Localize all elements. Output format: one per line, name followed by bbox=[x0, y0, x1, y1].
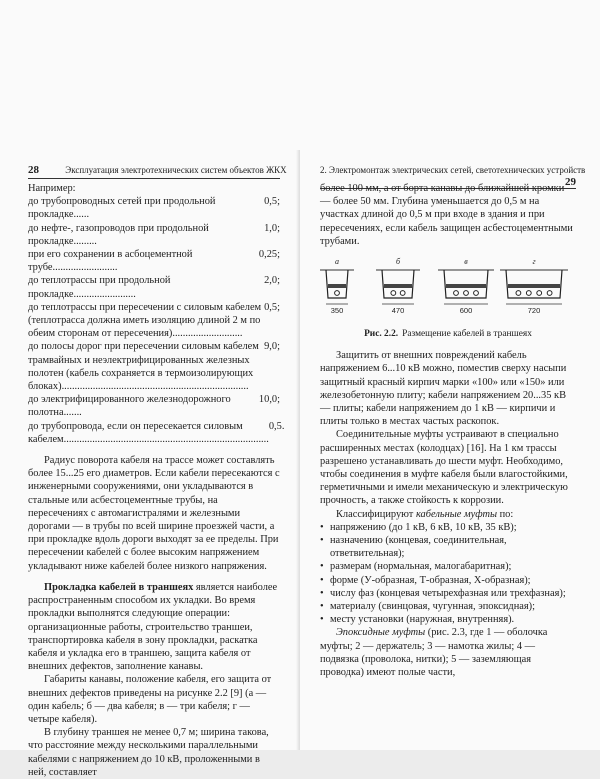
protective-slab bbox=[328, 284, 346, 288]
cable-mark bbox=[474, 291, 479, 296]
paragraph: Эпоксидные муфты (рис. 2.3, где 1 — оболочка муфты; 2 — держатель; 3 — намотка жилы; 4 — подвязка (проволока, нитки); 5 — заземляющая проводка) имеют полые части, bbox=[320, 627, 548, 679]
figure-caption: Рис. 2.2. Размещение кабелей в траншеях bbox=[364, 329, 532, 340]
distance-list bbox=[28, 195, 285, 446]
bold-term: Прокладка кабелей в траншеях bbox=[44, 581, 194, 593]
right-page bbox=[300, 0, 600, 750]
bullet-item: • числу фаз (концевая четырехфазная или трехфазная); bbox=[320, 587, 566, 599]
distance-item: до полосы дорог при пересечении силовым кабелем трамвайных и неэлектрифицированных железных полотен (кабель сохраняется в термоизолирующих блоках)........................................................................ 9,0; bbox=[28, 341, 280, 393]
header-rule bbox=[28, 178, 280, 179]
bullet-list bbox=[320, 521, 576, 627]
left-page bbox=[0, 0, 300, 778]
cable-mark bbox=[464, 291, 469, 296]
trench-label: в bbox=[464, 257, 468, 267]
distance-item: до трубопровода, если он пересекается силовым кабелем............................................................................... 0,5. bbox=[28, 420, 285, 445]
distance-item: до трубопроводных сетей при продольной прокладке...... 0,5; bbox=[28, 196, 280, 221]
cable-mark bbox=[335, 291, 340, 296]
cable-mark bbox=[516, 291, 521, 296]
left-page-body bbox=[28, 182, 285, 779]
paragraph: В глубину траншея не менее 0,7 м; ширина такова, что расстояние между несколькими параллельными кабелями с напряжением до 10 кВ, проложенными в ней, составляет bbox=[28, 727, 269, 778]
paragraph: Прокладка кабелей в траншеях является наиболее распространенным способом их укладки. Во время прокладки выполнятся следующие операции: организационные работы, строительство траншеи, транспортировка кабеля в зону прокладки, раскатка кабеля и укладка его в траншею, защита кабеля от внешних дефектов, заполнение канавы. bbox=[28, 581, 278, 673]
bullet-item: • размерам (нормальная, малогабаритная); bbox=[320, 561, 512, 573]
paragraph: более 100 мм, а от борта канавы до ближайшей кромки — более 50 мм. Глубина уменьшается до 0,5 м на участках длиной до 0,5 м при входе в здания и при пересечениях, если кабель защищен асбестоцементными трубами. bbox=[320, 183, 573, 247]
cable-mark bbox=[400, 291, 405, 296]
distance-item: при его сохранении в асбоцементной трубе......................... 0,25; bbox=[28, 249, 280, 274]
paragraph: Габариты канавы, положение кабеля, его защита от внешних дефектов приведены на рисунке 2.2 [9] (а — один кабель; б — два кабеля; в — три кабеля; г — четыре кабеля). bbox=[28, 674, 272, 725]
cable-mark bbox=[454, 291, 459, 296]
distance-item: до теплотрассы при продольной прокладке........................ 2,0; bbox=[28, 275, 280, 300]
bullet-item: • месту установки (наружная, внутренняя). bbox=[320, 614, 515, 626]
protective-slab bbox=[508, 284, 560, 288]
bullet-item: • назначению (концевая, соединительная, ответвительная); bbox=[320, 535, 507, 560]
cable-mark bbox=[526, 291, 531, 296]
distance-item: до электрифицированного железнодорожного полотна....... 10,0; bbox=[28, 394, 280, 419]
trench-figure bbox=[320, 256, 576, 322]
trench-label: б bbox=[395, 257, 401, 267]
protective-slab bbox=[384, 284, 412, 288]
bullet-item: • напряжению (до 1 кВ, 6 кВ, 10 кВ, 35 кВ); bbox=[320, 521, 517, 533]
trench-width-label: 720 bbox=[527, 306, 541, 316]
distance-item: до нефте-, газопроводов при продольной прокладке......... 1,0; bbox=[28, 222, 280, 247]
bullet-item: • форме (У-образная, Т-образная, Х-образная); bbox=[320, 574, 531, 586]
page-number: 28 bbox=[28, 164, 39, 176]
paragraph: Защитить от внешних повреждений кабель напряжением 6...10 кВ можно, поместив сверху насыпи защитный красный кирпич марки «100» или «150» или железобетонную плиту; кабели напряжением 20...35 кВ — плиты; кабели напряжением до 1 кВ — кирпичи и плиты только в местах частых раскопок. bbox=[320, 350, 567, 428]
distance-item: до теплотрассы при пересечении с силовым кабелем (теплотрасса должна иметь изоляцию длиной 2 м по обеим сторонам от пересечения)........................... 0,5; bbox=[28, 301, 280, 340]
left-page-header bbox=[28, 164, 287, 179]
running-head: Эксплуатация электротехнических систем объектов ЖКХ bbox=[65, 165, 287, 175]
paragraph: Радиус поворота кабеля на трассе может составлять более 15...25 его диаметров. Если кабели пересекаются с инженерными сооружениями, они укладываются в стальные или асбестоцементные трубы, на пересечениях с автомагистралями и железными дорогами — в трубы по всей ширине проезжей части, а при прокладке вдоль дороги выходят за ее пределы. При пересечении кабелей с более высоким напряжением укладывают ниже кабелей более низкого напряжения. bbox=[28, 455, 280, 572]
cable-mark bbox=[547, 291, 552, 296]
trench-diagram bbox=[320, 256, 576, 318]
page-number: 29 bbox=[565, 176, 576, 188]
trench-width-label: 470 bbox=[391, 306, 405, 316]
right-page-body bbox=[320, 182, 576, 679]
cable-mark bbox=[537, 291, 542, 296]
paragraph: Классифицируют кабельные муфты по: bbox=[336, 508, 514, 520]
cable-mark bbox=[391, 291, 396, 296]
paragraph: Соединительные муфты устраивают в специально расширенных местах (колодцах) [16]. На 1 км трассы разрешено устанавливать до шести муфт. Необходимо, чтобы соединения в муфте кабеля были влагостойкими, герметичными и имели механическую и электрическую прочность, а также стойкость к коррозии. bbox=[320, 429, 568, 507]
trench-width-label: 350 bbox=[330, 306, 344, 316]
intro-line: Например: bbox=[28, 183, 76, 194]
protective-slab bbox=[446, 284, 486, 288]
running-head: 2. Электромонтаж электрических сетей, светотехнических устройств bbox=[320, 165, 586, 175]
trench-width-label: 600 bbox=[459, 306, 473, 316]
trench-label: г bbox=[532, 257, 536, 267]
trench-label: а bbox=[335, 257, 339, 267]
bullet-item: • материалу (свинцовая, чугунная, эпоксидная); bbox=[320, 601, 535, 613]
